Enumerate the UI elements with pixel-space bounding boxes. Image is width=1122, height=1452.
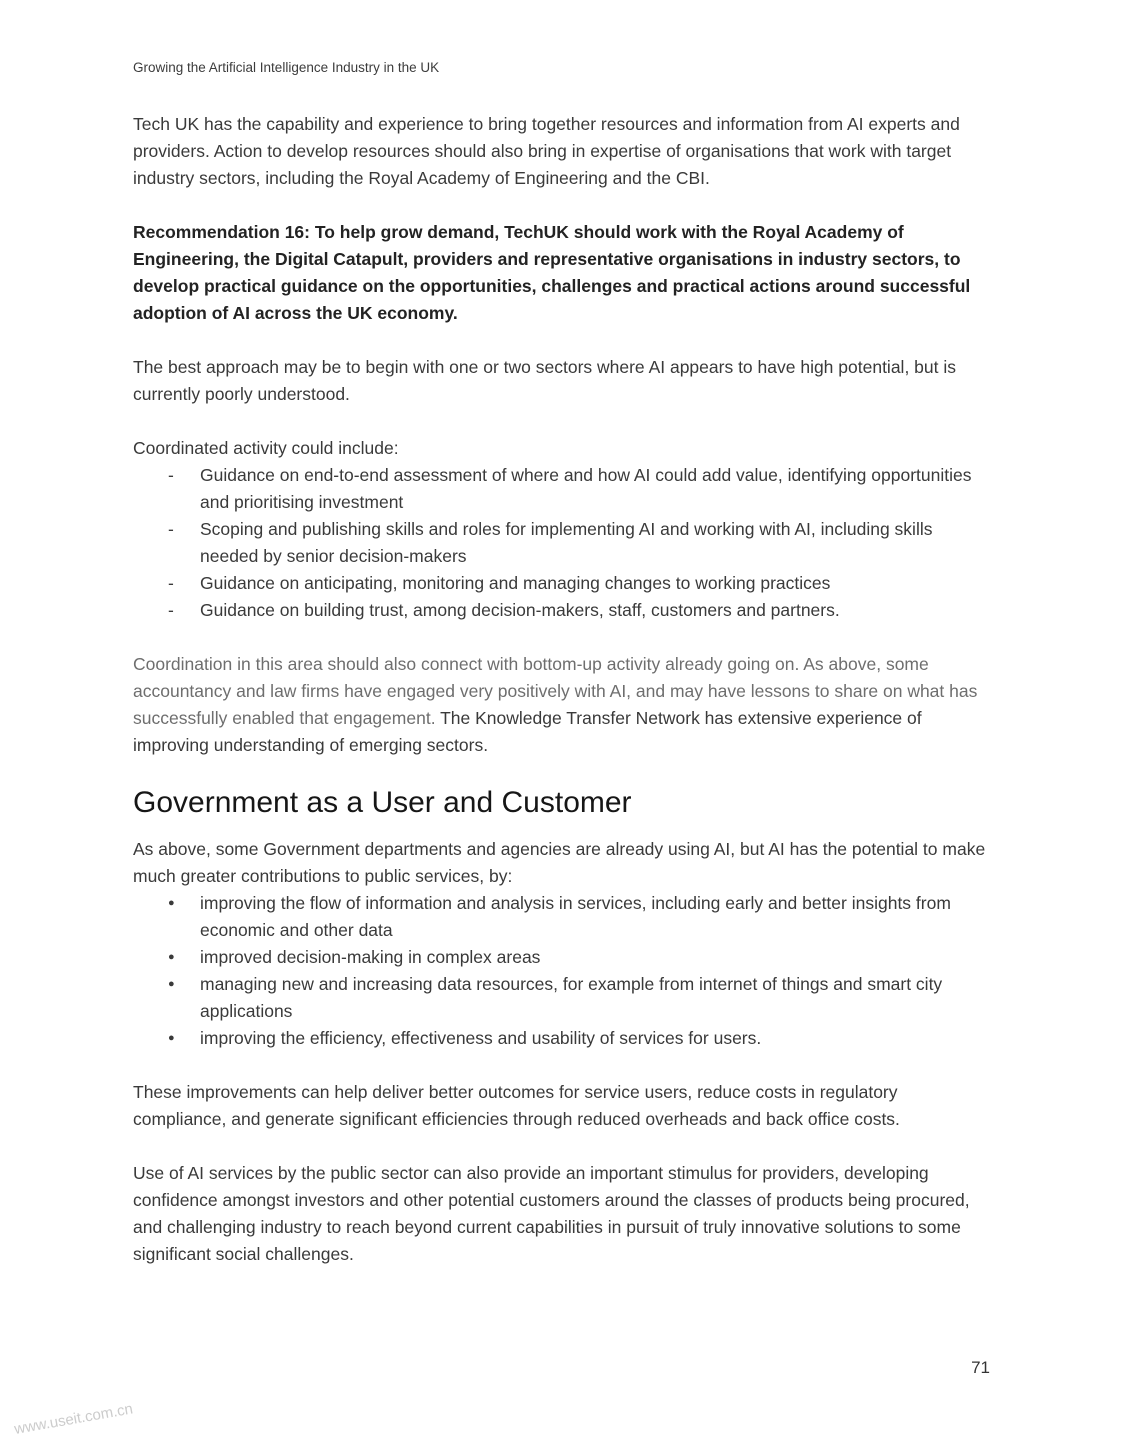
list-item-text: Guidance on end-to-end assessment of where and how AI could add value, identifying opportunities and prioritising investment (200, 465, 972, 512)
coordinated-activity-list (133, 462, 993, 624)
list-item (168, 516, 993, 570)
list-item-text: improved decision-making in complex areas (200, 947, 541, 967)
list-item (168, 570, 993, 597)
list-item-text: Scoping and publishing skills and roles for implementing AI and working with AI, including skills needed by senior decision-makers (200, 519, 933, 566)
dash-marker: - (168, 465, 174, 485)
bullet-marker: ● (168, 951, 175, 963)
paragraph-coordinated-intro: Coordinated activity could include: (133, 438, 399, 458)
dash-marker: - (168, 519, 174, 539)
list-item-text: Guidance on anticipating, monitoring and managing changes to working practices (200, 573, 831, 593)
list-item-text: Guidance on building trust, among decision-makers, staff, customers and partners. (200, 600, 840, 620)
list-item (168, 971, 993, 1025)
dash-marker: - (168, 573, 174, 593)
running-header: Growing the Artificial Intelligence Industry in the UK (133, 60, 440, 75)
paragraph-stimulus: Use of AI services by the public sector can also provide an important stimulus for providers, developing confidence amongst investors and other potential customers around the classes of products being procured, and challenging industry to reach beyond current capabilities in pursuit of truly innovative solutions to some significant social challenges. (133, 1163, 970, 1264)
bullet-marker: ● (168, 978, 175, 990)
page-number: 71 (971, 1358, 990, 1377)
paragraph-best-approach: The best approach may be to begin with one or two sectors where AI appears to have high potential, but is currently poorly understood. (133, 357, 956, 404)
paragraph-techuk: Tech UK has the capability and experience to bring together resources and information from AI experts and providers. Action to develop resources should also bring in expertise of organisations that work with target industry sectors, including the Royal Academy of Engineering and the CBI. (133, 114, 960, 188)
list-item (168, 890, 993, 944)
paragraph-coordination (133, 651, 993, 759)
list-item (168, 1025, 993, 1052)
page-content (133, 60, 993, 1295)
bullet-marker: ● (168, 1032, 175, 1044)
paragraph-recommendation-16: Recommendation 16: To help grow demand, TechUK should work with the Royal Academy of Engineering, the Digital Catapult, providers and representative organisations in industry sectors, to develop practical guidance on the opportunities, challenges and practical actions around successful adoption of AI across the UK economy. (133, 222, 971, 323)
government-benefits-list (133, 890, 993, 1052)
paragraph-coordination-normal: The Knowledge Transfer Network has extensive experience of improving understanding of emerging sectors. (133, 708, 922, 755)
dash-marker: - (168, 600, 174, 620)
paragraph-coordination-muted: Coordination in this area should also connect with bottom-up activity already going on. As above, some accountancy and law firms have engaged very positively with AI, and may have lessons to share on what has successfully enabled that engagement. (133, 654, 978, 728)
list-item (168, 944, 993, 971)
list-item (168, 462, 993, 516)
list-item-text: improving the flow of information and analysis in services, including early and better insights from economic and other data (200, 893, 951, 940)
list-item-text: improving the efficiency, effectiveness and usability of services for users. (200, 1028, 762, 1048)
watermark: www.useit.com.cn (13, 1400, 135, 1438)
list-item-text: managing new and increasing data resources, for example from internet of things and smart city applications (200, 974, 943, 1021)
paragraph-government-intro: As above, some Government departments and agencies are already using AI, but AI has the potential to make much greater contributions to public services, by: (133, 839, 986, 886)
list-item (168, 597, 993, 624)
bullet-marker: ● (168, 897, 175, 909)
section-heading-government: Government as a User and Customer (133, 786, 632, 819)
paragraph-improvements: These improvements can help deliver better outcomes for service users, reduce costs in regulatory compliance, and generate significant efficiencies through reduced overheads and back office costs. (133, 1082, 900, 1129)
